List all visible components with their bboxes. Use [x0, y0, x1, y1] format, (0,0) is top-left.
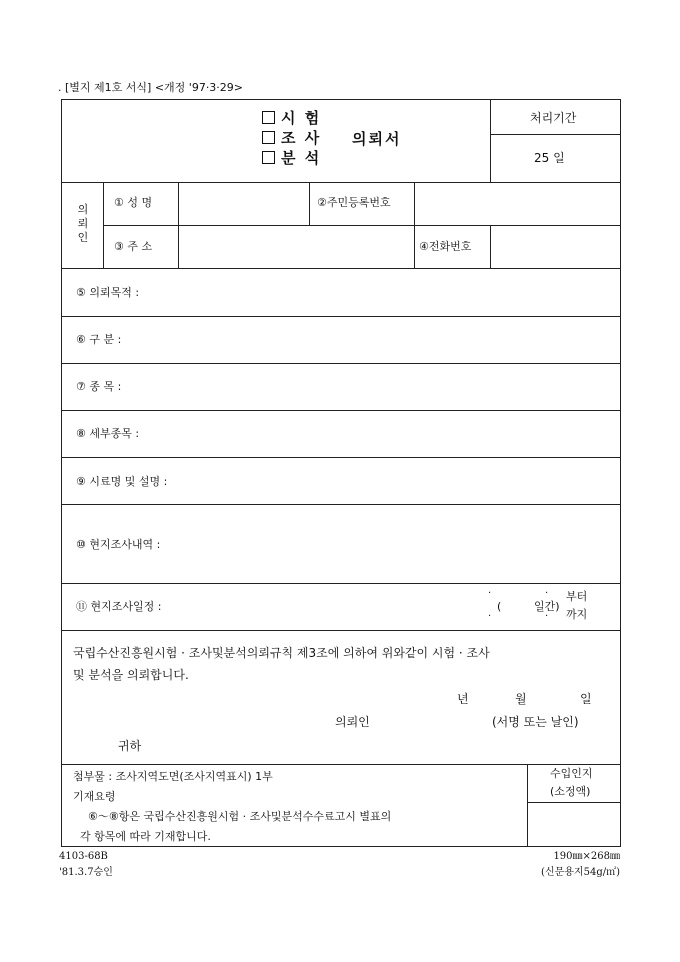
form-code: 4103-68B: [59, 851, 108, 862]
schedule-open-paren: (: [497, 600, 502, 613]
divider: [61, 363, 621, 364]
category-label: ⑥ 구 분 :: [76, 333, 122, 346]
requester-label: 의뢰인: [335, 715, 370, 729]
divider: [61, 410, 621, 411]
divider: [61, 630, 621, 631]
checkbox-test[interactable]: [262, 111, 275, 124]
divider: [61, 504, 621, 505]
name-field[interactable]: [180, 184, 306, 223]
schedule-until: 까지: [566, 608, 588, 621]
divider: [309, 182, 310, 225]
phone-label: ④전화번호: [419, 240, 472, 253]
sub-item-label: ⑧ 세부종목 :: [76, 427, 140, 440]
divider: [61, 316, 621, 317]
phone-field[interactable]: [492, 227, 618, 266]
purpose-label: ⑤ 의뢰목적 :: [76, 286, 140, 299]
statement-line-1: 국립수산진흥원시험 · 조사및분석의뢰규칙 제3조에 의하여 위와같이 시험 · 조사: [73, 646, 490, 660]
paper-type: (신문용지54g/㎡): [541, 867, 620, 878]
date-month: 월: [515, 692, 527, 706]
schedule-dot: ·: [488, 588, 492, 599]
schedule-days: 일간): [534, 600, 560, 613]
id-number-label: ②주민등록번호: [317, 196, 391, 209]
address-label: ③ 주 소: [114, 240, 153, 253]
schedule-dot: ·: [545, 611, 549, 622]
divider: [527, 802, 621, 803]
item-label: ⑦ 종 목 :: [76, 380, 122, 393]
option-analysis[interactable]: 분 석: [262, 151, 321, 166]
divider: [61, 182, 621, 183]
form-header: . [별지 제1호 서식] <개정 '97·3·29>: [58, 81, 244, 94]
applicant-side-label: 의뢰인: [77, 203, 89, 244]
sample-label: ⑨ 시료명 및 설명 :: [76, 475, 168, 488]
attachment-line-1: 첨부물 : 조사지역도면(조사지역표시) 1부: [73, 770, 273, 783]
processing-value: 25 일: [534, 151, 565, 165]
paper-size: 190㎜×268㎜: [553, 851, 620, 862]
schedule-dot: ·: [488, 611, 492, 622]
stamp-sub: (소정액): [550, 785, 591, 798]
divider: [61, 764, 621, 765]
option-survey[interactable]: 조 사: [262, 131, 321, 146]
attachment-line-3: ⑥～⑧항은 국립수산진흥원시험 · 조사및분석수수료고시 별표의: [88, 810, 392, 823]
divider: [61, 583, 621, 584]
divider: [61, 268, 621, 269]
processing-label: 처리기간: [530, 111, 577, 125]
survey-schedule-label: ⑪ 현지조사일정 :: [76, 600, 162, 613]
id-number-field[interactable]: [416, 184, 618, 223]
divider: [61, 457, 621, 458]
checkbox-analysis[interactable]: [262, 151, 275, 164]
date-day: 일: [580, 692, 592, 706]
schedule-dot: ·: [545, 588, 549, 599]
name-label: ① 성 명: [114, 196, 153, 209]
divider: [490, 225, 491, 268]
attachment-line-2: 기재요령: [73, 790, 116, 803]
addressee-label: 귀하: [118, 739, 142, 753]
divider: [490, 134, 621, 135]
divider: [490, 99, 491, 182]
attachment-line-4: 각 항목에 따라 기재합니다.: [80, 830, 211, 843]
stamp-label: 수입인지: [550, 767, 593, 780]
address-field[interactable]: [180, 227, 412, 266]
approval-date: '81.3.7승인: [59, 867, 113, 878]
schedule-from: 부터: [566, 590, 588, 603]
form-title: 의뢰서: [352, 130, 402, 148]
checkbox-survey[interactable]: [262, 131, 275, 144]
divider: [527, 764, 528, 847]
survey-content-label: ⑩ 현지조사내역 :: [76, 538, 161, 551]
signature-label: (서명 또는 날인): [492, 715, 579, 729]
date-year: 년: [457, 692, 469, 706]
statement-line-2: 및 분석을 의뢰합니다.: [73, 668, 189, 682]
option-test[interactable]: 시 험: [262, 111, 321, 126]
divider: [103, 225, 621, 226]
